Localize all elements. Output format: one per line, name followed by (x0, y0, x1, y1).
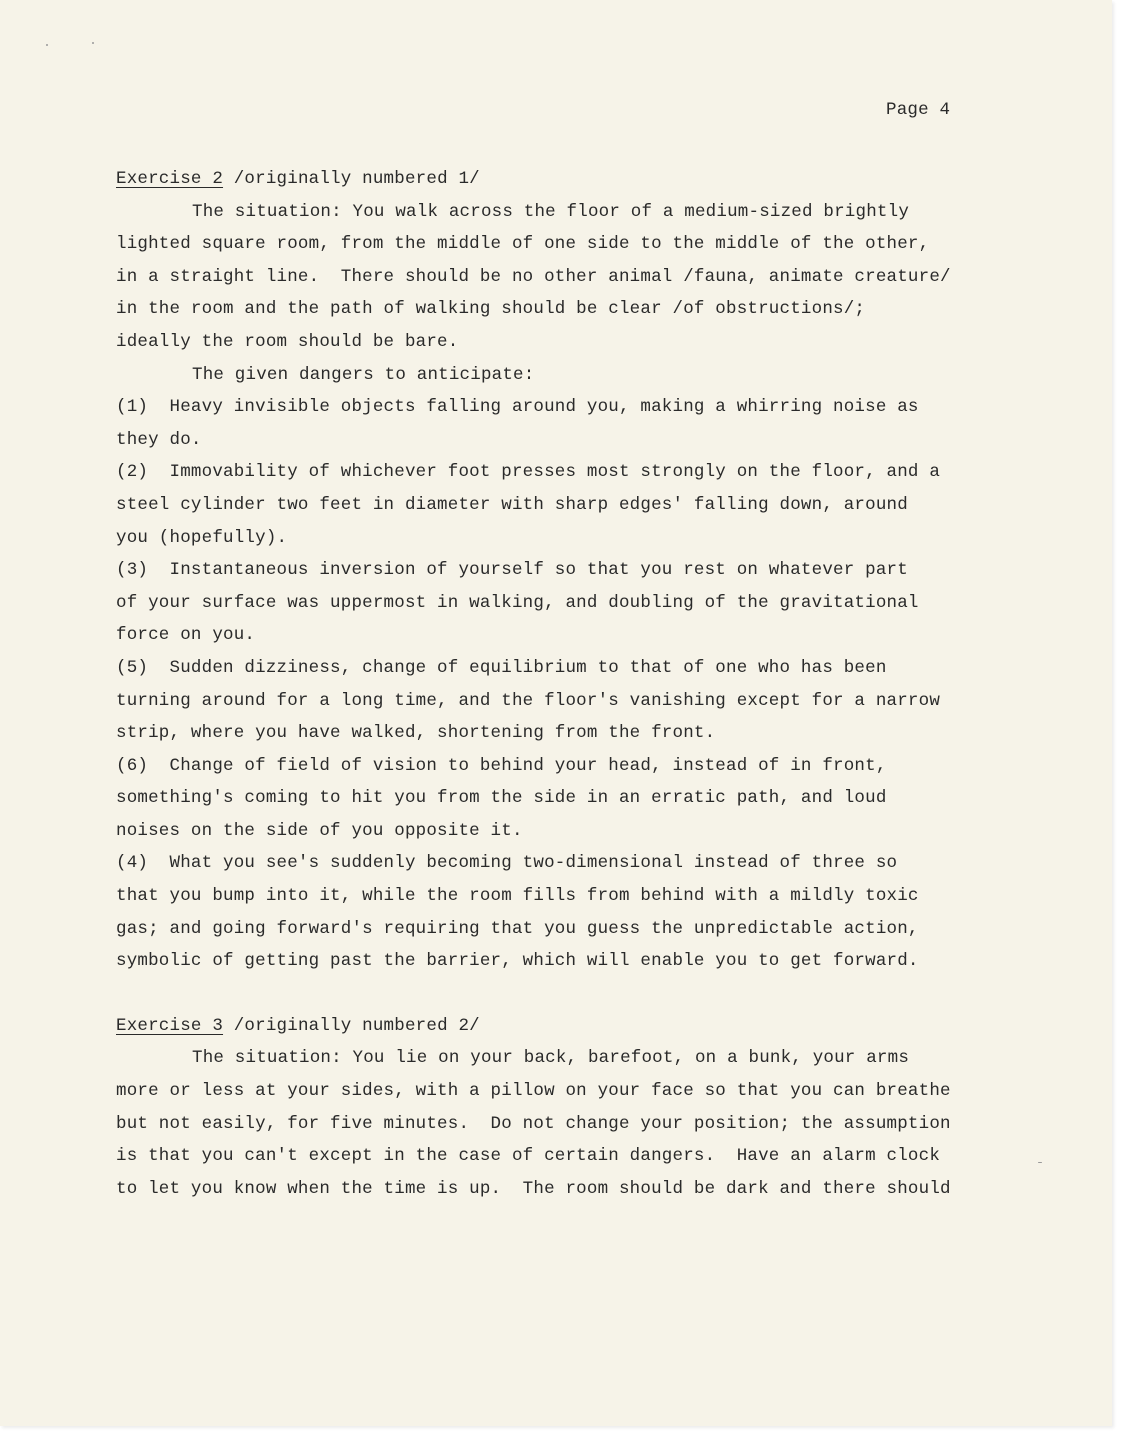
text-line: of your surface was uppermost in walking, and doubling of the gravitational (116, 592, 919, 613)
text-line: force on you. (116, 625, 256, 646)
text-line: that you bump into it, while the room fills from behind with a mildly toxic (116, 886, 919, 907)
text-line: steel cylinder two feet in diameter with sharp edges' falling down, around (116, 494, 908, 515)
text-line: is that you can't except in the case of certain dangers. Have an alarm clock (116, 1146, 941, 1167)
paper-speck (92, 42, 94, 44)
text-line: but not easily, for five minutes. Do not change your position; the assumption (116, 1113, 951, 1134)
exercise-3-title: Exercise 3 (116, 1015, 224, 1036)
text-line: The given dangers to anticipate: (192, 364, 535, 385)
page-body (116, 163, 1016, 1205)
danger-item: (2) Immovability of whichever foot presses most strongly on the floor, and a (116, 462, 941, 483)
text-line: symbolic of getting past the barrier, which will enable you to get forward. (116, 951, 919, 972)
text-line: they do. (116, 429, 202, 450)
text-line: something's coming to hit you from the side in an erratic path, and loud (116, 788, 887, 809)
section-gap (116, 978, 1016, 1010)
text-line: The situation: You walk across the floor of a medium-sized brightly (192, 201, 910, 222)
danger-item: (4) What you see's suddenly becoming two-dimensional instead of three so (116, 853, 898, 874)
text-line: lighted square room, from the middle of one side to the middle of the other, (116, 234, 930, 255)
exercise-3-heading (116, 1010, 1016, 1043)
page-number: Page 4 (886, 100, 951, 120)
text-line: in a straight line. There should be no other animal /fauna, animate creature/ (116, 266, 951, 287)
text-line: The situation: You lie on your back, barefoot, on a bunk, your arms (192, 1048, 910, 1069)
danger-item: (6) Change of field of vision to behind your head, instead of in front, (116, 755, 887, 776)
danger-item: (1) Heavy invisible objects falling around you, making a whirring noise as (116, 397, 919, 418)
danger-item: (3) Instantaneous inversion of yourself so that you rest on whatever part (116, 560, 908, 581)
text-line: gas; and going forward's requiring that you guess the unpredictable action, (116, 918, 919, 939)
paper-speck (1038, 1162, 1042, 1163)
exercise-2-note: /originally numbered 1/ (223, 169, 480, 189)
text-line: to let you know when the time is up. The room should be dark and there should (116, 1178, 951, 1199)
text-line: turning around for a long time, and the floor's vanishing except for a narrow (116, 690, 941, 711)
text-line: strip, where you have walked, shortening from the front. (116, 723, 716, 744)
text-line: you (hopefully). (116, 527, 288, 548)
text-line: more or less at your sides, with a pillow on your face so that you can breathe (116, 1081, 951, 1102)
text-line: ideally the room should be bare. (116, 331, 459, 352)
text-line: in the room and the path of walking should be clear /of obstructions/; (116, 299, 866, 320)
paper-speck (46, 44, 48, 46)
exercise-2-title: Exercise 2 (116, 169, 224, 189)
danger-item: (5) Sudden dizziness, change of equilibrium to that of one who has been (116, 657, 887, 678)
exercise-3-note: /originally numbered 2/ (223, 1015, 480, 1036)
exercise-2-heading (116, 163, 1016, 196)
text-line: noises on the side of you opposite it. (116, 820, 523, 841)
